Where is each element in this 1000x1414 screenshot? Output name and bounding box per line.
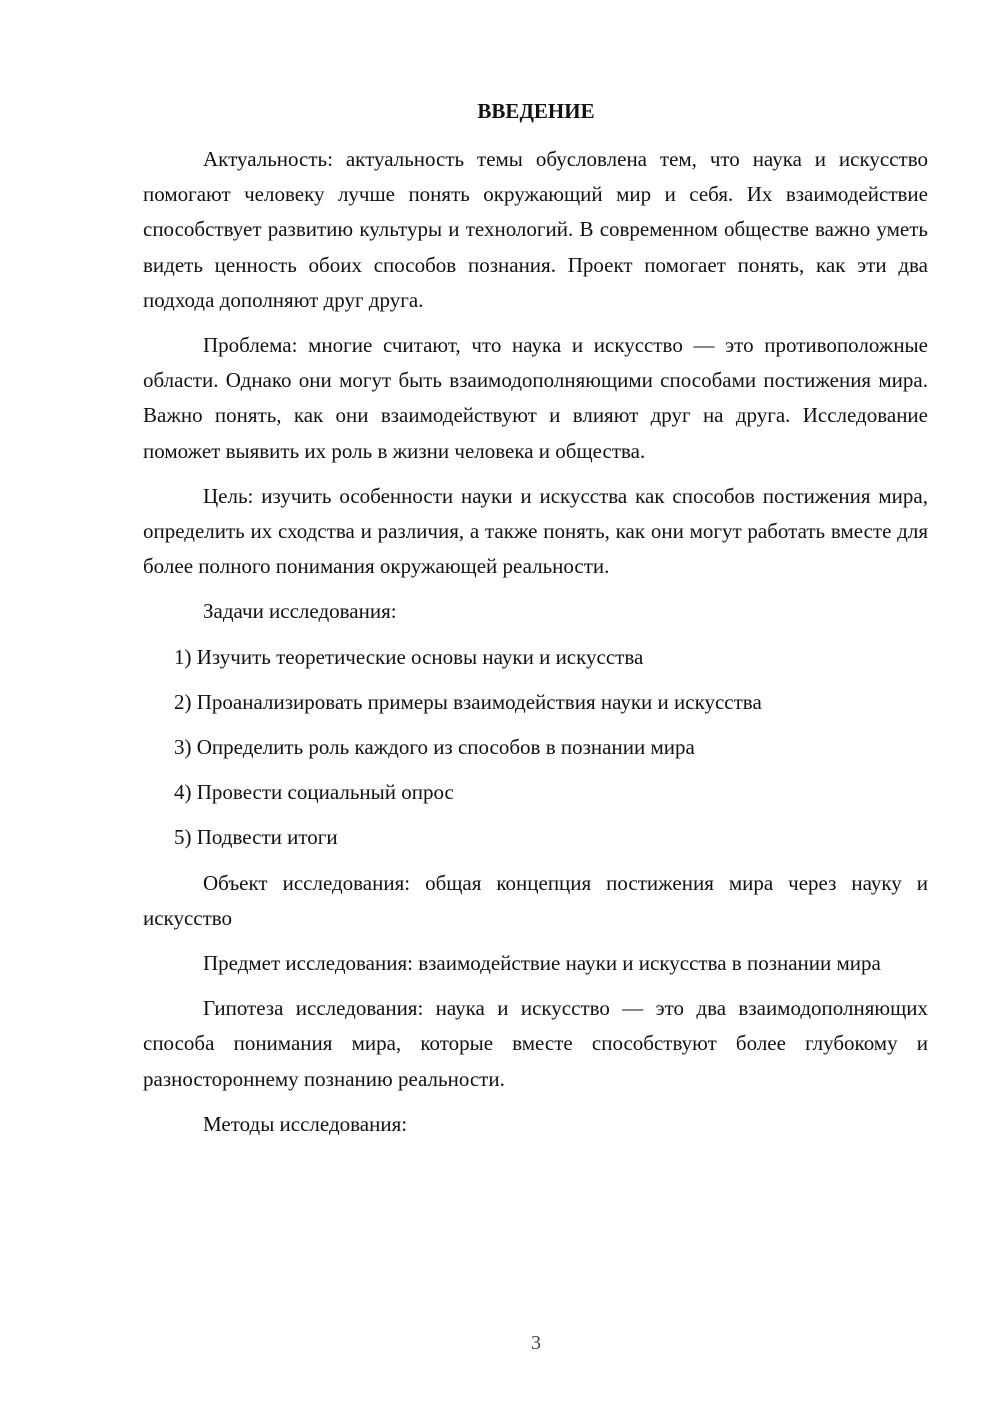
page-number: 3 — [531, 1332, 541, 1354]
problem-paragraph: Проблема: многие считают, что наука и искусство — это противоположные области. Однако они могут быть взаимодополняющими способами постижения мира. Важно понять, как они взаимодействуют и влияют друг на друга. Исследование поможет выявить их роль в жизни человека и общества. — [143, 333, 928, 463]
subject-paragraph: Предмет исследования: взаимодействие науки и искусства в познании мира — [203, 951, 881, 976]
list-item: 4) Провести социальный опрос — [174, 780, 454, 805]
tasks-label: Задачи исследования: — [203, 599, 397, 624]
methods-label: Методы исследования: — [203, 1111, 408, 1136]
list-item: 3) Определить роль каждого из способов в познании мира — [174, 735, 695, 760]
goal-paragraph: Цель: изучить особенности науки и искусства как способов постижения мира, определить их сходства и различия, а также понять, как они могут работать вместе для более полного понимания окружающей реальности. — [143, 483, 928, 579]
list-item: 5) Подвести итоги — [174, 825, 338, 850]
list-item: 2) Проанализировать примеры взаимодействия науки и искусства — [174, 689, 762, 714]
page-title: ВВЕДЕНИЕ — [477, 99, 595, 123]
hypothesis-paragraph: Гипотеза исследования: наука и искусство — это два взаимодополняющих способа понимания мира, которые вместе способствуют более глубокому и разностороннему познанию реальности. — [143, 996, 928, 1091]
list-item: 1) Изучить теоретические основы науки и искусства — [174, 644, 644, 669]
tasks-list — [143, 640, 928, 856]
object-paragraph: Объект исследования: общая концепция постижения мира через науку и искусство — [143, 870, 928, 930]
relevance-paragraph: Актуальность: актуальность темы обусловлена тем, что наука и искусство помогают человеку лучше понять окружающий мир и себя. Их взаимодействие способствует развитию культуры и технологий. В современном обществе важно уметь видеть ценность обоих способов познания. Проект помогает понять, как эти два подхода дополняют друг друга. — [143, 147, 928, 312]
body-text — [143, 142, 928, 1152]
